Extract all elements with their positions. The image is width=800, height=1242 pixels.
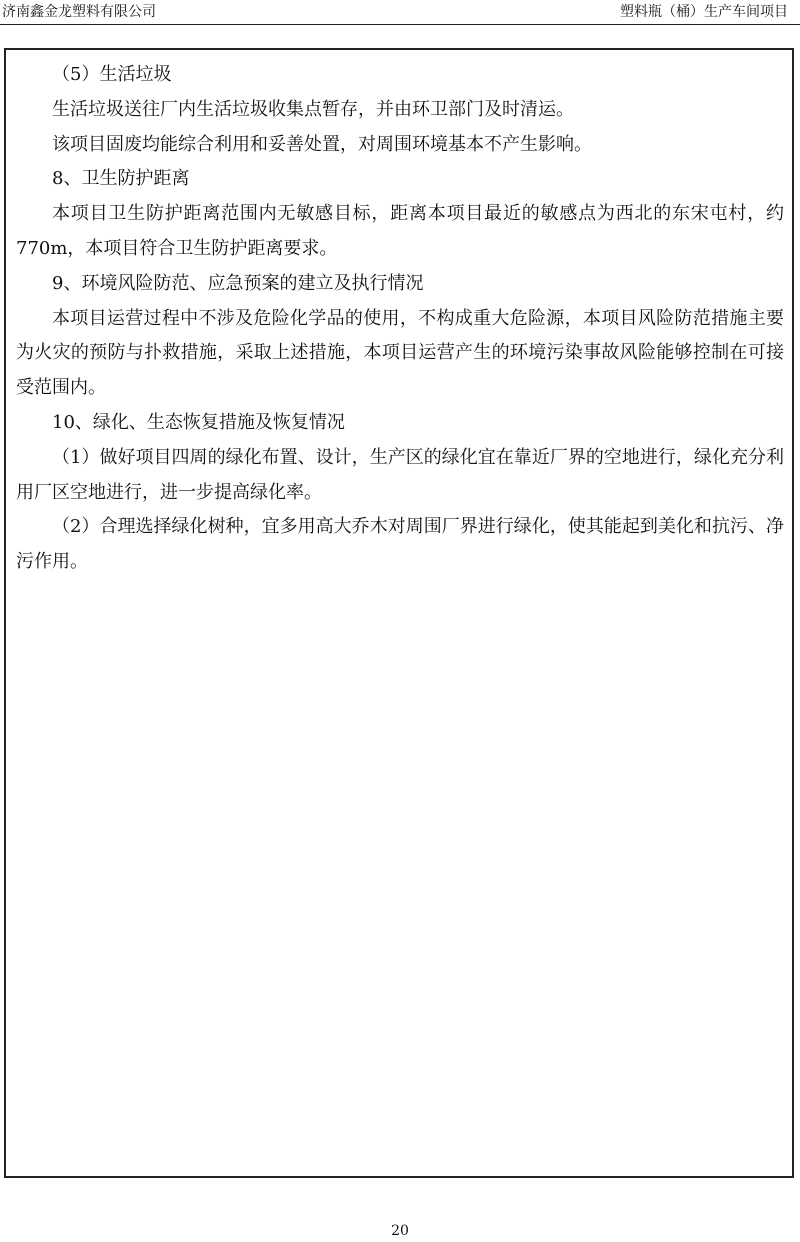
document-body: [16, 58, 784, 580]
section-heading-greening: 10、绿化、生态恢复措施及恢复情况: [52, 411, 345, 433]
section-heading-health-distance: 8、卫生防护距离: [52, 168, 190, 190]
section-heading-risk-prevention: 9、环境风险防范、应急预案的建立及执行情况: [52, 272, 424, 294]
paragraph-health-distance: 本项目卫生防护距离范围内无敏感目标，距离本项目最近的敏感点为西北的东宋屯村，约 770m，本项目符合卫生防护距离要求。: [16, 203, 784, 259]
paragraph-solid-waste-impact: 该项目固废均能综合利用和妥善处置，对周围环境基本不产生影响。: [52, 133, 592, 155]
paragraph-waste-disposal: 生活垃圾送往厂内生活垃圾收集点暂存，并由环卫部门及时清运。: [52, 98, 574, 120]
paragraph-greening-2: （2）合理选择绿化树种，宜多用高大乔木对周围厂界进行绿化，使其能起到美化和抗污、净污作用。: [16, 516, 784, 573]
paragraph-risk-prevention: 本项目运营过程中不涉及危险化学品的使用，不构成重大危险源，本项目风险防范措施主要为火灾的预防与扑救措施，采取上述措施，本项目运营产生的环境污染事故风险能够控制在可接受范围内。: [16, 307, 784, 399]
page-header: [0, 0, 800, 25]
subheading-domestic-waste: （5）生活垃圾: [52, 64, 172, 85]
page-number: 20: [391, 1223, 409, 1239]
paragraph-greening-1: （1）做好项目四周的绿化布置、设计，生产区的绿化宜在靠近厂界的空地进行，绿化充分利用厂区空地进行，进一步提高绿化率。: [16, 446, 784, 503]
company-name: 济南鑫金龙塑料有限公司: [2, 4, 156, 20]
content-frame: [4, 48, 794, 1178]
project-title: 塑料瓶（桶）生产车间项目: [620, 4, 788, 20]
